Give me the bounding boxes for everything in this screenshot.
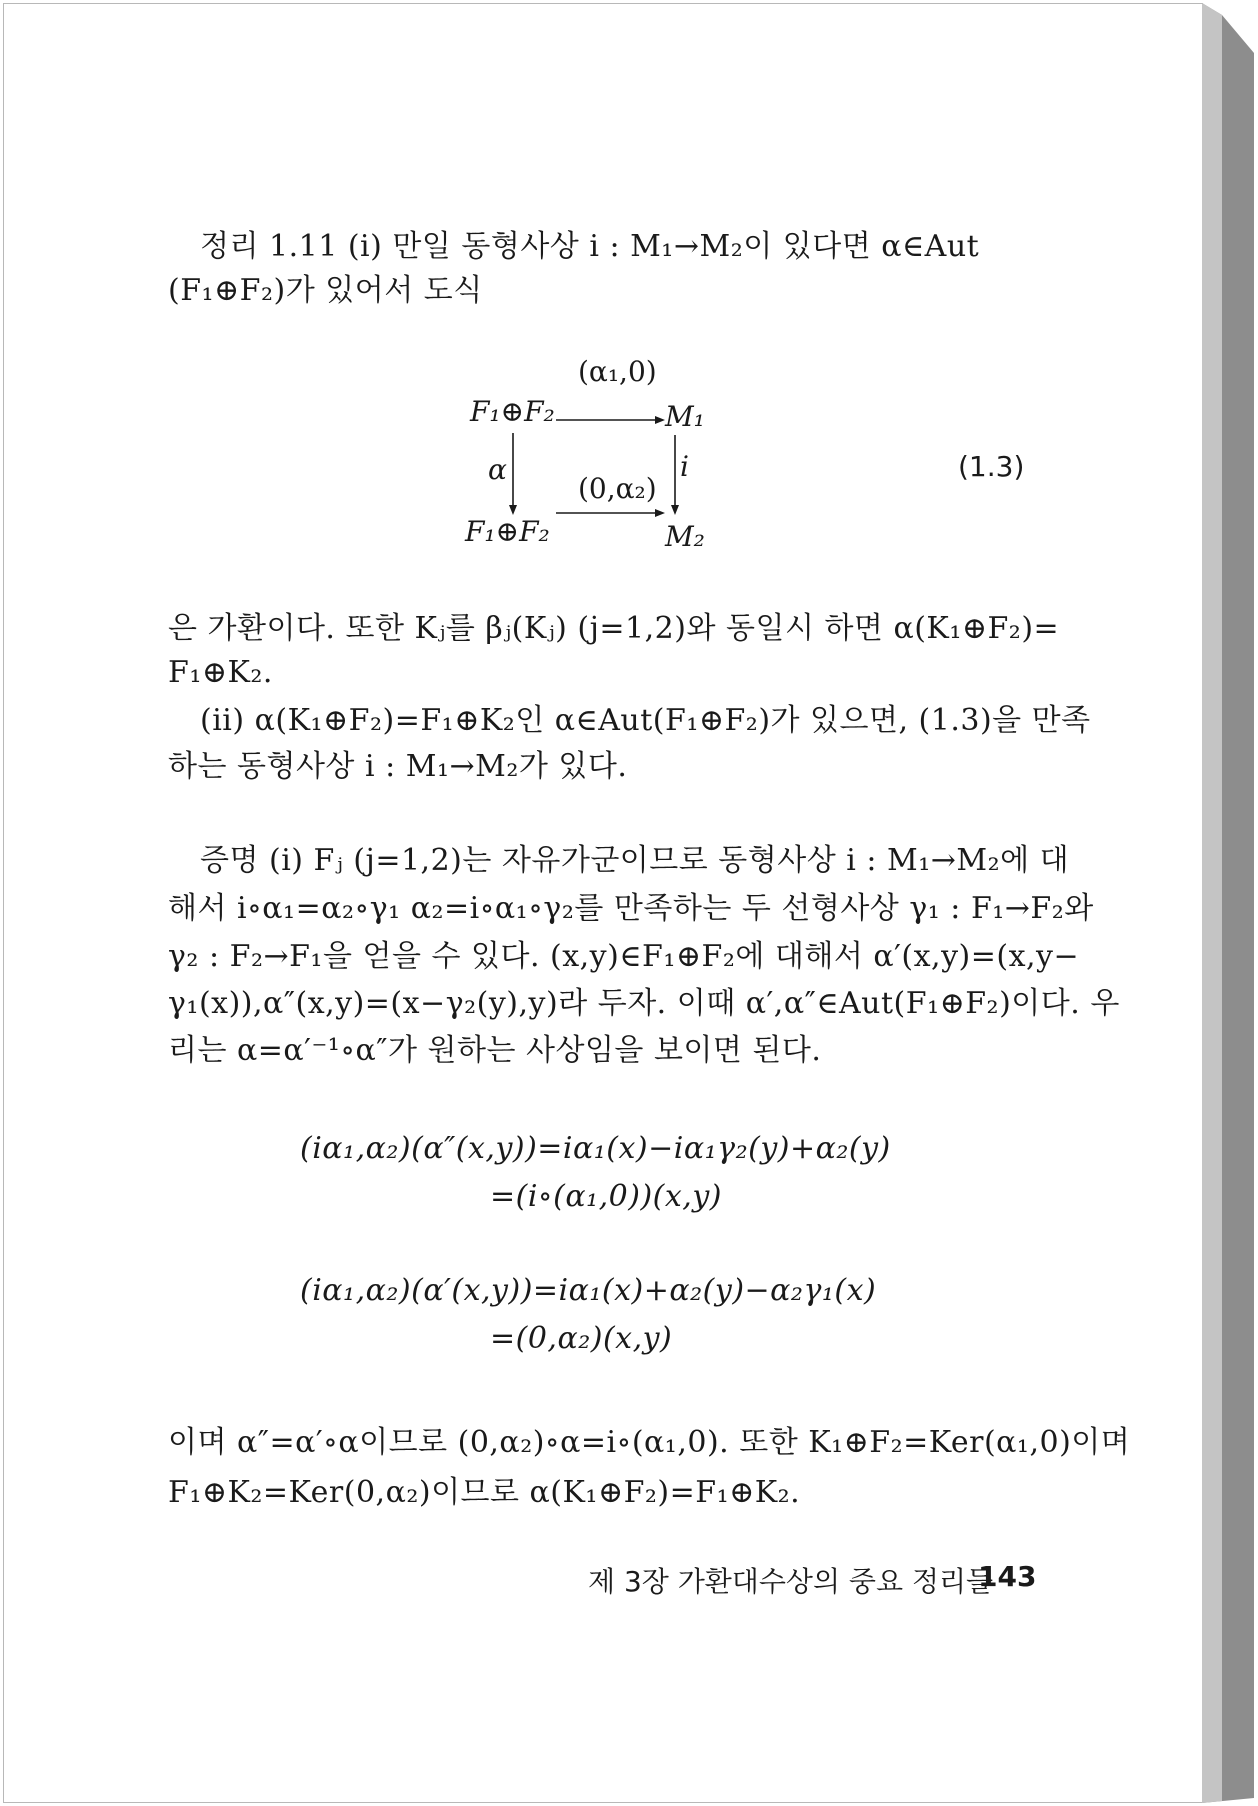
equation-1-line-1: (iα₁,α₂)(α″(x,y))=iα₁(x)−iα₁γ₂(y)+α₂(y) [300,1131,891,1166]
page-number: 143 [978,1560,1037,1593]
theorem-line-2: (F₁⊕F₂)가 있어서 도식 [168,273,483,308]
diagram-top-left: F₁⊕F₂ [470,395,555,428]
equation-1-line-2: =(i∘(α₁,0))(x,y) [490,1179,722,1214]
conclusion-line-1: 이며 α″=α′∘α이므로 (0,α₂)∘α=i∘(α₁,0). 또한 K₁⊕F₂=Ker(α₁,0)이며 [168,1425,1131,1460]
statement-line-4: 하는 동형사상 i : M₁→M₂가 있다. [168,749,628,784]
statement-line-1: 은 가환이다. 또한 Kⱼ를 βⱼ(Kⱼ) (j=1,2)와 동일시 하면 α(K₁⊕F₂)= [168,611,1060,646]
chapter-footer: 제 3장 가환대수상의 중요 정리들 [588,1565,994,1598]
proof-line-4: γ₁(x)),α″(x,y)=(x−γ₂(y),y)라 두자. 이때 α′,α″∈Aut(F₁⊕F₂)이다. 우 [168,986,1120,1021]
diagram-bottom-left: F₁⊕F₂ [465,515,550,548]
statement-line-3: (ii) α(K₁⊕F₂)=F₁⊕K₂인 α∈Aut(F₁⊕F₂)가 있으면, (1.3)을 만족 [200,703,1091,738]
conclusion-line-2: F₁⊕K₂=Ker(0,α₂)이므로 α(K₁⊕F₂)=F₁⊕K₂. [168,1475,801,1510]
commutative-diagram [460,355,720,565]
proof-line-2: 해서 i∘α₁=α₂∘γ₁ α₂=i∘α₁∘γ₂를 만족하는 두 선형사상 γ₁ : F₁→F₂와 [168,891,1094,926]
theorem-line-1: 정리 1.11 (i) 만일 동형사상 i : M₁→M₂이 있다면 α∈Aut [200,229,980,264]
equation-2-line-1: (iα₁,α₂)(α′(x,y))=iα₁(x)+α₂(y)−α₂γ₁(x) [300,1273,877,1308]
diagram-top-arrow-label: (α₁,0) [578,355,657,388]
diagram-right-arrow-label: i [680,450,689,483]
diagram-bottom-arrow-label: (0,α₂) [578,472,657,505]
diagram-arrows [460,365,720,565]
diagram-bottom-right: M₂ [665,520,705,553]
diagram-left-arrow-label: α [488,453,507,486]
proof-line-3: γ₂ : F₂→F₁을 얻을 수 있다. (x,y)∈F₁⊕F₂에 대해서 α′(x,y)=(x,y− [168,939,1080,974]
proof-line-5: 리는 α=α′⁻¹∘α″가 원하는 사상임을 보이면 된다. [168,1033,822,1068]
diagram-top-right: M₁ [665,400,705,433]
proof-line-1: 증명 (i) Fⱼ (j=1,2)는 자유가군이므로 동형사상 i : M₁→M₂에 대 [200,843,1070,878]
equation-number: (1.3) [958,450,1025,483]
statement-line-2: F₁⊕K₂. [168,655,273,690]
equation-2-line-2: =(0,α₂)(x,y) [490,1321,673,1356]
